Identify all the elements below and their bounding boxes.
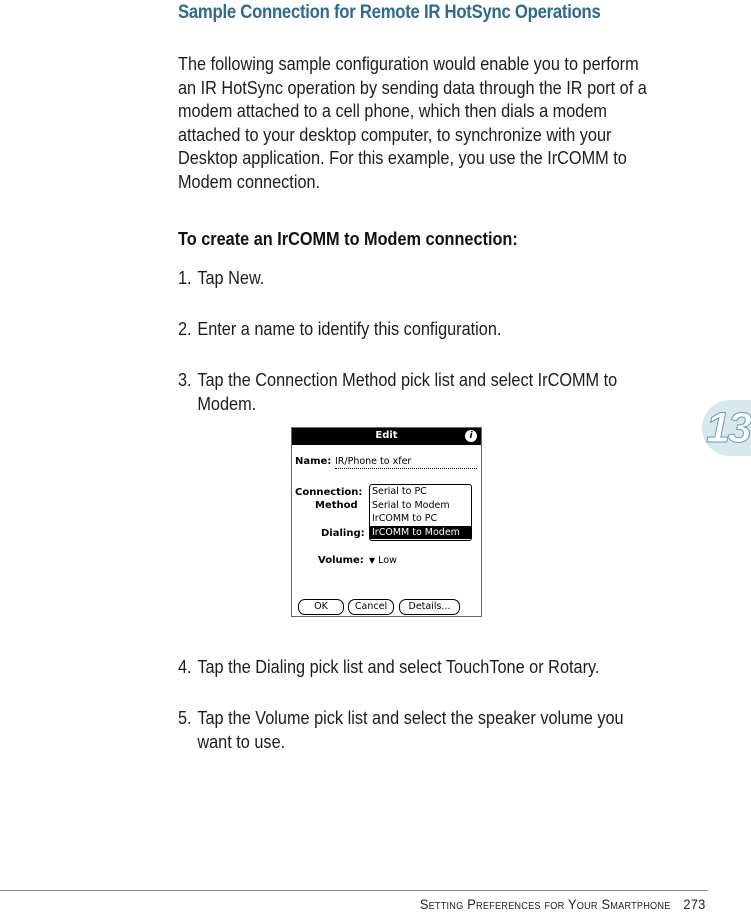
picklist-option-ircomm-to-modem[interactable]: IrCOMM to Modem bbox=[370, 526, 471, 540]
picklist-option-serial-to-pc[interactable]: Serial to PC bbox=[372, 486, 427, 497]
intro-line: modem attached to a cell phone, which then dials a modem bbox=[178, 100, 607, 121]
footer-title: Setting Preferences for Your Smartphone bbox=[419, 896, 671, 912]
step-number: 1. bbox=[178, 267, 192, 288]
step-text: Tap the Dialing pick list and select TouchTone or Rotary. bbox=[197, 656, 600, 677]
step-text-continued: Modem. bbox=[197, 392, 257, 414]
intro-line: Modem connection. bbox=[178, 170, 321, 192]
step-text: Tap the Volume pick list and select the speaker volume you bbox=[197, 707, 624, 728]
step-1 bbox=[178, 266, 671, 290]
name-field[interactable]: IR/Phone to xfer bbox=[335, 456, 412, 467]
connection-method-picklist[interactable] bbox=[369, 484, 472, 541]
name-field-underline bbox=[335, 468, 477, 469]
palm-edit-screenshot bbox=[291, 427, 482, 617]
step-number: 2. bbox=[178, 318, 192, 339]
volume-label: Volume: bbox=[318, 555, 364, 566]
palm-title: Edit bbox=[375, 430, 398, 441]
intro-line: The following sample configuration would enable you to perform bbox=[178, 53, 639, 74]
dialing-label: Dialing: bbox=[321, 528, 365, 539]
footer-divider bbox=[0, 890, 708, 891]
chevron-down-icon: ▼ bbox=[369, 556, 376, 565]
chapter-number: 13 bbox=[706, 404, 750, 452]
connection-label: Connection: bbox=[295, 487, 363, 498]
intro-line: Desktop application. For this example, you use the IrCOMM to bbox=[178, 147, 627, 168]
procedure-heading: To create an IrCOMM to Modem connection: bbox=[178, 228, 518, 249]
step-text-continued: want to use. bbox=[197, 730, 286, 752]
intro-line: attached to your desktop computer, to synchronize with your bbox=[178, 123, 612, 145]
method-label: Method bbox=[315, 500, 358, 511]
name-label: Name: bbox=[295, 456, 332, 467]
picklist-option-ircomm-to-pc[interactable]: IrCOMM to PC bbox=[372, 513, 438, 524]
volume-value: Low bbox=[378, 555, 397, 566]
picklist-option-serial-to-modem[interactable]: Serial to Modem bbox=[372, 499, 450, 511]
step-number: 5. bbox=[178, 707, 192, 728]
palm-title-bar bbox=[292, 428, 481, 445]
section-heading: Sample Connection for Remote IR HotSync Operations bbox=[178, 2, 601, 23]
volume-picklist[interactable] bbox=[369, 555, 397, 566]
step-text: Tap the Connection Method pick list and select IrCOMM to bbox=[197, 369, 618, 390]
intro-line: an IR HotSync operation by sending data through the IR port of a bbox=[178, 76, 647, 98]
intro-paragraph bbox=[178, 52, 671, 193]
step-2 bbox=[178, 317, 671, 341]
page-footer bbox=[419, 896, 705, 912]
step-5 bbox=[178, 706, 671, 753]
details-button[interactable]: Details... bbox=[399, 599, 460, 615]
step-number: 3. bbox=[178, 369, 192, 390]
cancel-button[interactable]: Cancel bbox=[348, 599, 394, 615]
step-3 bbox=[178, 368, 671, 415]
info-icon[interactable]: i bbox=[465, 430, 477, 442]
page-number: 273 bbox=[682, 896, 705, 912]
step-text: Tap New. bbox=[197, 267, 265, 288]
ok-button[interactable]: OK bbox=[298, 599, 344, 615]
step-number: 4. bbox=[178, 656, 192, 677]
step-text: Enter a name to identify this configuration. bbox=[197, 318, 502, 339]
step-4 bbox=[178, 655, 671, 679]
